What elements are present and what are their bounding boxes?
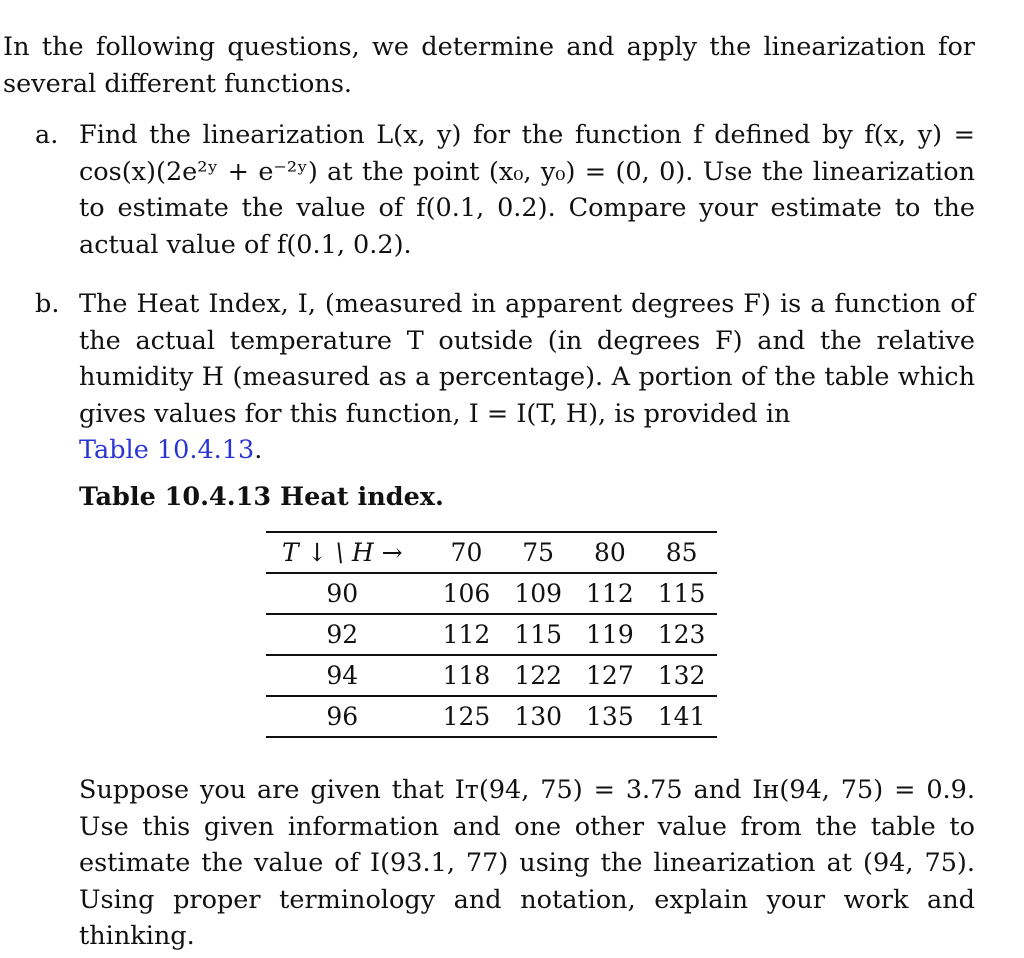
table-corner-header: T ↓ \ H → xyxy=(282,538,403,567)
question-a-label: a. xyxy=(35,120,59,150)
intro-paragraph: In the following questions, we determine and apply the linearization for several different functions. xyxy=(3,32,975,99)
table-cell: 106 xyxy=(442,579,491,608)
row-header-temperature: 96 xyxy=(326,702,359,731)
table-caption: Table 10.4.13 Heat index. xyxy=(79,481,444,512)
table-cell: 109 xyxy=(514,579,563,608)
question-b xyxy=(35,286,975,955)
question-a-text: Find the linearization L(x, y) for the function f defined by f(x, y) = cos(x)(2e²ʸ + e⁻²ʸ) at the point (x₀, y₀) = (0, 0). Use the linearization to estimate the value of f(0.1, 0.2). Compare your estimate to the actual value of f(0.1, 0.2). xyxy=(79,120,975,260)
table-cell: 118 xyxy=(442,661,491,690)
column-header: 85 xyxy=(665,538,698,567)
table-cell: 122 xyxy=(514,661,563,690)
question-b-followup: Suppose you are given that Iᴛ(94, 75) = 3.75 and Iʜ(94, 75) = 0.9. Use this given information and one other value from the table to estimate the value of I(93.1, 77) using the linearization at (94, 75). Using proper terminology and notation, explain your work and thinking. xyxy=(79,775,975,951)
table-row xyxy=(266,573,717,614)
row-header-temperature: 90 xyxy=(326,579,359,608)
table-row xyxy=(266,696,717,737)
heat-index-table xyxy=(266,531,717,738)
column-header: 70 xyxy=(450,538,483,567)
table-cell: 130 xyxy=(514,702,563,731)
table-cell: 112 xyxy=(586,579,634,608)
table-cell: 135 xyxy=(586,702,634,731)
row-header-temperature: 92 xyxy=(326,620,359,649)
column-header: 75 xyxy=(522,538,555,567)
row-header-temperature: 94 xyxy=(326,661,359,690)
table-cell: 141 xyxy=(657,702,706,731)
table-cell: 119 xyxy=(586,620,634,649)
question-b-body: The Heat Index, I, (measured in apparent degrees F) is a function of the actual temperature T outside (in degrees F) and the relative humidity H (measured as a percentage). A portion of the table which gives values for this function, I = I(T, H), is provided in xyxy=(79,289,975,429)
table-row xyxy=(266,655,717,696)
table-cell: 115 xyxy=(514,620,563,649)
question-b-label: b. xyxy=(35,289,60,319)
table-header-row xyxy=(266,532,717,573)
table-link[interactable]: Table 10.4.13 xyxy=(79,435,255,465)
table-cell: 125 xyxy=(442,702,491,731)
table-cell: 115 xyxy=(657,579,706,608)
question-b-text xyxy=(79,286,975,469)
question-b-period: . xyxy=(254,435,263,465)
document-body xyxy=(3,29,975,955)
table-cell: 123 xyxy=(657,620,706,649)
table-row xyxy=(266,614,717,655)
question-a xyxy=(35,117,975,263)
table-cell: 127 xyxy=(586,661,634,690)
column-header: 80 xyxy=(593,538,626,567)
table-cell: 112 xyxy=(442,620,491,649)
table-cell: 132 xyxy=(657,661,706,690)
